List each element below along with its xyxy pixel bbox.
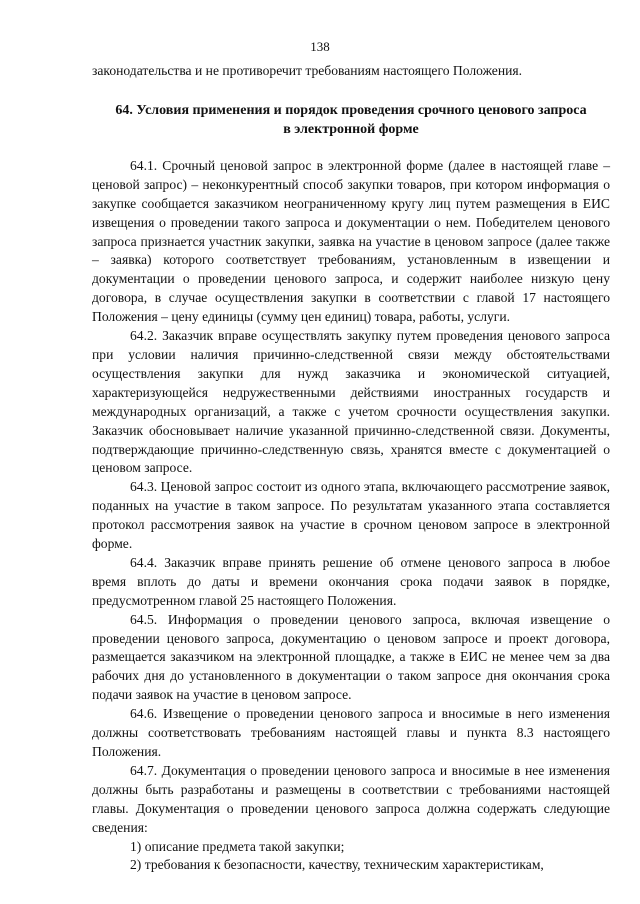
- paragraph-64-4: 64.4. Заказчик вправе принять решение об отмене ценового запроса в любое время вплоть до даты и времени окончания срока подачи заявок в порядке, предусмотренном главой 25 настоящего Положения.: [92, 554, 610, 608]
- section-title: 64. Условия применения и порядок проведения срочного ценового запроса в электронной форме: [115, 102, 587, 137]
- paragraph-64-7: 64.7. Документация о проведении ценового запроса и вносимые в нее изменения должны быть разработаны и размещены в соответствии с требованиями настоящей главы. Документация о проведении ценового запроса должна содержать следующие сведения:: [92, 762, 610, 835]
- list-item-1: 1) описание предмета такой закупки;: [130, 838, 345, 854]
- paragraph-64-1: 64.1. Срочный ценовой запрос в электронной форме (далее в настоящей главе – ценовой запрос) – неконкурентный способ закупки товаров, при котором информация о закупке сообщается заказчиком неограниченному кругу лиц путем размещения в ЕИС извещения о проведении такого запроса и документации о нем. Победителем ценового запроса признается участник закупки, заявка на участие в ценовом запросе (далее также – заявка) которого соответствует требованиям, установленным в извещении и документации о проведении ценового запроса, и содержит наиболее низкую цену договора, в случае осуществления закупки в соответствии с главой 17 настоящего Положения – цену единицы (сумму цен единиц) товара, работы, услуги.: [92, 157, 610, 325]
- paragraph-64-2: 64.2. Заказчик вправе осуществлять закупку путем проведения ценового запроса при условии наличия причинно-следственной связи между обстоятельствами осуществления закупки для нужд заказчика и экономической ситуацией, характеризующейся недружественными действиями иностранных государств и международных организаций, а также с учетом срочности осуществления закупки. Заказчик обосновывает наличие указанной причинно-следственной связи. Документы, подтверждающие причинно-следственную связь, хранятся вместе с документацией о ценовом запросе.: [92, 328, 610, 476]
- paragraph-64-5: 64.5. Информация о проведении ценового запроса, включая извещение о проведении ценового запроса, документацию о ценовом запросе и проект договора, размещается заказчиком на электронной площадке, а также в ЕИС не менее чем за два рабочих дня до установленного в документации о таком запросе дня окончания срока подачи заявок на участие в ценовом запросе.: [92, 611, 610, 703]
- paragraph-64-3: 64.3. Ценовой запрос состоит из одного этапа, включающего рассмотрение заявок, поданных на участие в таком запросе. По результатам указанного этапа составляется протокол рассмотрения заявок на участие в срочном ценовом запросе в электронной форме.: [92, 479, 610, 552]
- page-content: [92, 62, 610, 875]
- continuation-line: законодательства и не противоречит требованиям настоящего Положения.: [92, 63, 523, 78]
- page-number: 138: [310, 39, 330, 54]
- paragraph-64-6: 64.6. Извещение о проведении ценового запроса и вносимые в него изменения должны соответствовать требованиям настоящей главы и пункта 8.3 настоящего Положения.: [92, 706, 610, 759]
- list-item-2: 2) требования к безопасности, качеству, техническим характеристикам,: [130, 857, 544, 873]
